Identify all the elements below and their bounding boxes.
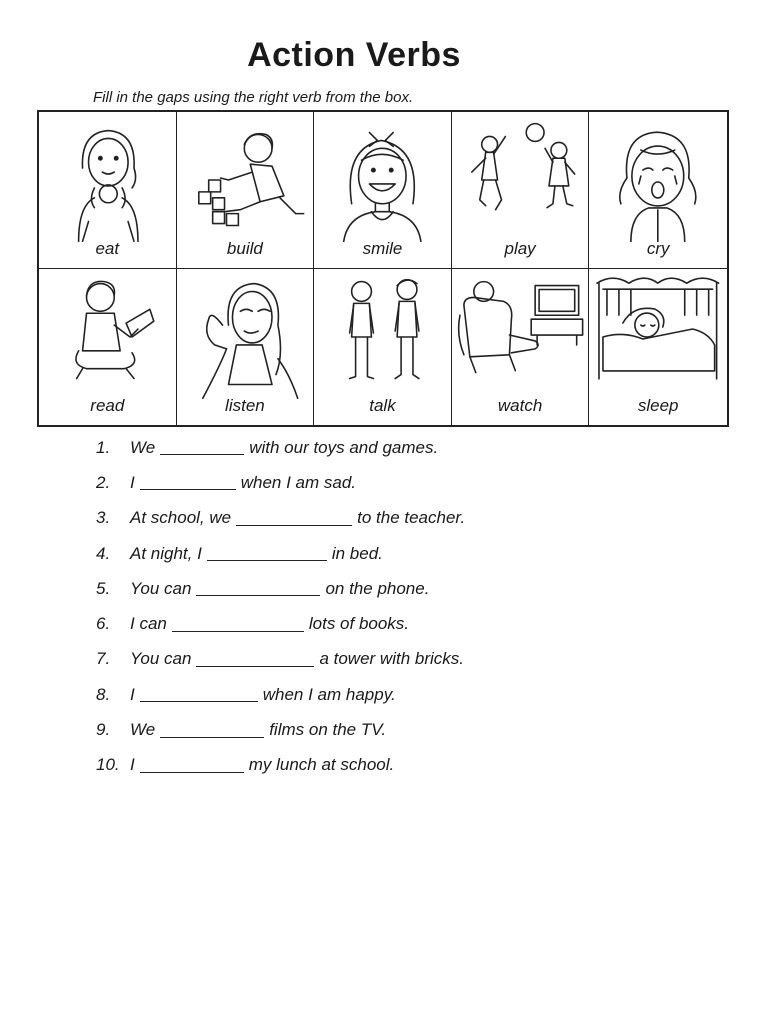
question-text-after: when I am sad. [240,472,357,492]
question-4 [96,536,465,571]
question-number: 10. [96,755,120,775]
verb-card-sleep [589,269,727,426]
answer-blank[interactable] [196,581,320,596]
question-list [96,430,465,783]
verb-label: sleep [637,396,679,415]
question-5 [96,571,465,606]
question-text-after: films on the TV. [269,720,387,740]
verb-card-talk [314,269,452,426]
verb-label: play [504,238,536,258]
question-text-after: to the teacher. [357,508,466,528]
answer-blank[interactable] [160,440,244,455]
children-playing-ball-icon [456,118,585,242]
answer-blank[interactable] [140,687,258,702]
child-sleeping-in-bed-icon [593,275,723,399]
verb-card-smile [314,112,452,269]
question-text-after: a tower with bricks. [319,649,464,669]
question-text-before: At night, I [130,543,202,563]
verb-label: read [90,396,125,415]
page-title: Action Verbs [247,36,461,74]
verb-card-play [452,112,590,269]
verb-label: smile [362,238,403,258]
question-number: 5. [96,578,111,598]
crying-girl-icon [593,118,723,242]
question-text-after: lots of books. [308,614,410,634]
answer-blank[interactable] [196,652,314,667]
verb-card-cry [589,112,727,269]
verb-label: build [226,238,263,258]
two-kids-talking-icon [318,275,447,399]
question-text-before: We [130,437,156,457]
question-text-before: I can [130,614,167,634]
answer-blank[interactable] [207,546,327,561]
question-3 [96,501,465,536]
question-number: 1. [96,437,111,457]
question-number: 4. [96,543,111,563]
question-9 [96,712,465,747]
question-text-before: I [130,755,135,775]
question-number: 6. [96,614,111,634]
question-10 [96,748,465,783]
verb-card-watch [452,269,590,426]
question-number: 3. [96,508,111,528]
verb-label: cry [646,238,670,258]
verb-card-build [177,112,315,269]
verb-card-read [39,269,177,426]
instruction-text: Fill in the gaps using the right verb from the box. [93,89,414,106]
question-text-after: with our toys and games. [249,437,439,457]
verb-label: eat [95,238,120,258]
question-text-before: I [130,472,135,492]
question-7 [96,642,465,677]
answer-blank[interactable] [172,617,304,632]
person-watching-tv-icon [456,275,585,399]
answer-blank[interactable] [160,723,264,738]
answer-blank[interactable] [236,511,352,526]
question-text-before: At school, we [130,508,232,528]
question-2 [96,465,465,500]
question-1 [96,430,465,465]
question-6 [96,606,465,641]
question-number: 8. [96,684,111,704]
question-text-after: when I am happy. [262,684,396,704]
boy-reading-book-icon [43,275,172,399]
question-text-after: on the phone. [325,578,430,598]
question-number: 7. [96,649,111,669]
question-text-after: in bed. [331,543,383,563]
verb-label: listen [225,396,265,415]
question-8 [96,677,465,712]
question-text-before: I [130,684,135,704]
question-text-before: You can [130,578,192,598]
question-text-before: We [130,720,156,740]
verb-card-eat [39,112,177,269]
question-number: 9. [96,720,111,740]
boy-building-blocks-icon [181,118,310,242]
question-text-after: my lunch at school. [248,755,395,775]
answer-blank[interactable] [140,758,244,773]
verb-label: watch [497,396,543,415]
answer-blank[interactable] [140,475,236,490]
verb-card-listen [177,269,315,426]
verb-picture-box [37,110,729,427]
girl-listening-icon [181,275,310,399]
question-number: 2. [96,472,111,492]
smiling-girl-icon [318,118,447,242]
girl-eating-cookie-icon [43,118,172,242]
verb-label: talk [369,396,396,415]
question-text-before: You can [130,649,192,669]
